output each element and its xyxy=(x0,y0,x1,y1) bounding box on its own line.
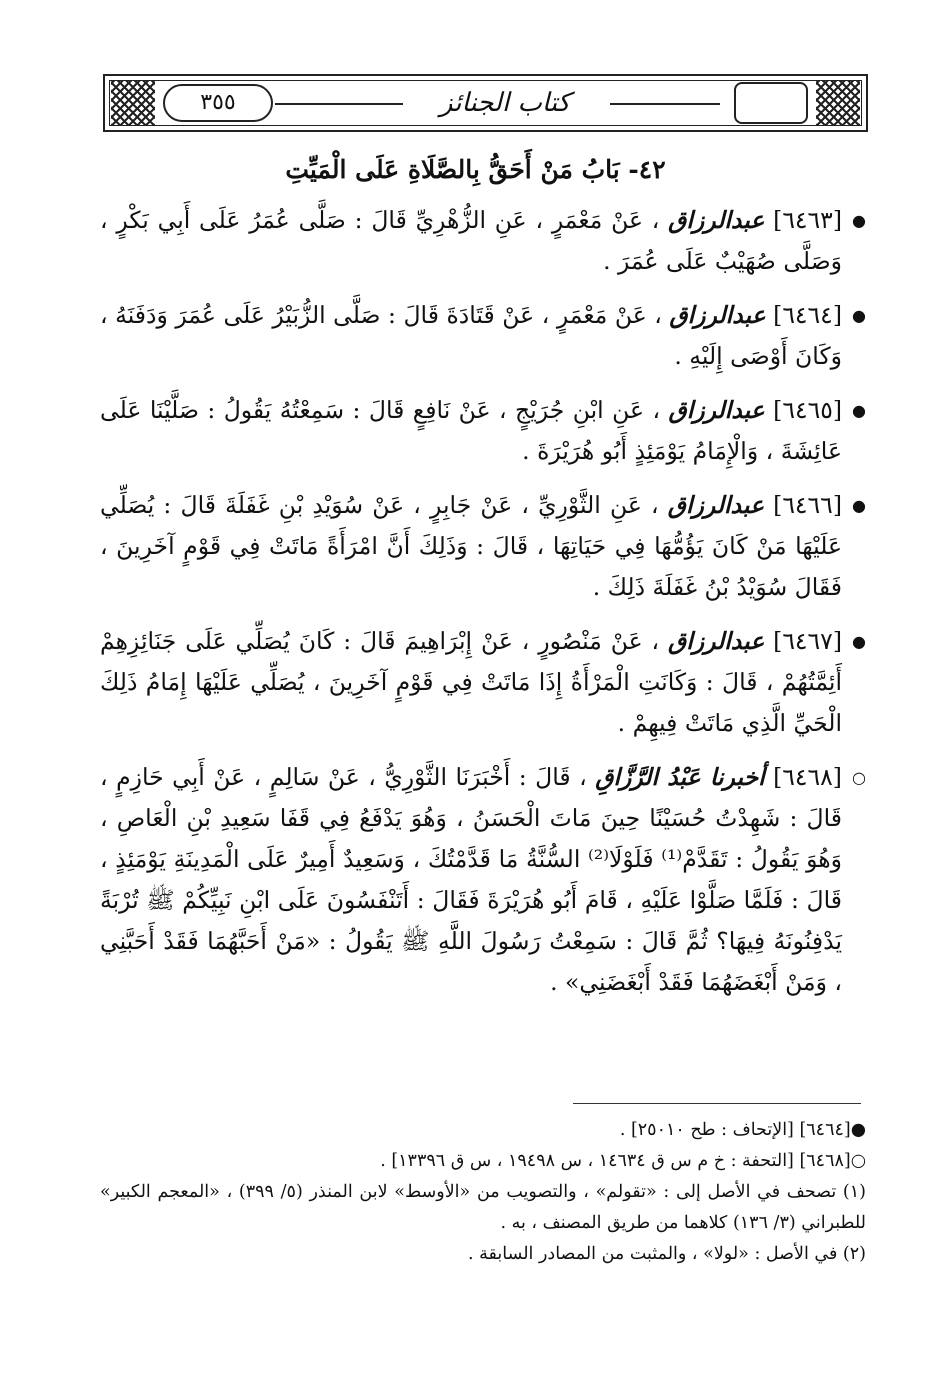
footnote-divider xyxy=(573,1103,861,1104)
main-text xyxy=(100,200,860,1016)
hadith-narrator: عبدالرزاق xyxy=(669,301,766,329)
hadith-6464 xyxy=(100,295,860,377)
header-rule-right xyxy=(610,103,720,105)
hadith-narrator: عبدالرزاق xyxy=(668,396,765,424)
hadith-6463 xyxy=(100,200,860,282)
hadith-narrator: عبدالرزاق xyxy=(667,491,764,519)
hadith-text: ، عَنْ مَعْمَرٍ ، عَنِ الزُّهْرِيِّ قَالَ : صَلَّى عُمَرُ عَلَى أَبِي بَكْرٍ ، وَصَلَّى صُهَيْبٌ عَلَى عُمَرَ . xyxy=(100,206,842,275)
page-header xyxy=(103,74,868,132)
hadith-narrator: عبدالرزاق xyxy=(668,206,765,234)
hadith-number: [٦٤٦٤] xyxy=(773,301,842,329)
footnote-1: (١) تصحف في الأصل إلى : «تقولم» ، والتصويب من «الأوسط» لابن المنذر (٥/ ٣٩٩) ، «المعجم الكبير» للطبراني (٣/ ١٣٦) كلاهما من طريق المصنف ، به . xyxy=(100,1182,866,1233)
hadith-text: ، عَنْ مَعْمَرٍ ، عَنْ قَتَادَةَ قَالَ : صَلَّى الزُّبَيْرُ عَلَى عُمَرَ وَدَفَنَهُ ، وَكَانَ أَوْصَى إِلَيْهِ . xyxy=(100,301,842,370)
hadith-text: ، عَنِ ابْنِ جُرَيْجٍ ، عَنْ نَافِعٍ قَالَ : سَمِعْتُهُ يَقُولُ : صَلَّيْنَا عَلَى عَائِشَةَ ، وَالْإِمَامُ يَوْمَئِذٍ أَبُو هُرَيْرَةَ . xyxy=(100,396,842,465)
hadith-number: [٦٤٦٨] xyxy=(773,763,842,791)
header-rule-left xyxy=(275,103,403,105)
hadith-text: ، عَنِ الثَّوْرِيِّ ، عَنْ جَابِرٍ ، عَنْ سُوَيْدِ بْنِ غَفَلَةَ قَالَ : يُصَلِّي عَلَيْهَا مَنْ كَانَ يَؤُمُّهَا فِي حَيَاتِهَا ، قَالَ : وَذَلِكَ أَنَّ امْرَأَةً مَاتَتْ فِي قَوْمٍ آخَرِينَ ، فَقَالَ سُوَيْدُ بْنُ غَفَلَةَ ذَلِكَ . xyxy=(100,491,842,601)
page-number: ٣٥٥ xyxy=(163,84,273,122)
header-ornament-left xyxy=(111,80,155,126)
hadith-number: [٦٤٦٥] xyxy=(773,396,842,424)
hadith-text: ، عَنْ مَنْصُورٍ ، عَنْ إِبْرَاهِيمَ قَالَ : كَانَ يُصَلِّي عَلَى جَنَائِزِهِمْ أَئِمَّتُهُمْ ، قَالَ : وَكَانَتِ الْمَرْأَةُ إِذَا مَاتَتْ فِي قَوْمٍ آخَرِينَ ، يُصَلِّي عَلَيْهَا إِمَامُ ذَلِكَ الْحَيِّ الَّذِي مَاتَتْ فِيهِمْ . xyxy=(100,627,842,737)
hadith-narrator: أخبرنا عَبْدُ الرَّزَّاقِ xyxy=(595,763,765,791)
hadith-6467 xyxy=(100,621,860,744)
hadith-number: [٦٤٦٣] xyxy=(773,206,842,234)
footnote-tuhfa: ○[٦٤٦٨] [التحفة : خ م س ق ١٤٦٣٤ ، س ١٩٤٩٨ ، س ق ١٣٣٩٦] . xyxy=(380,1151,866,1171)
header-ornament-right xyxy=(816,80,860,126)
hadith-6468 xyxy=(100,757,860,1003)
hadith-text: ، قَالَ : أَخْبَرَنَا الثَّوْرِيُّ ، عَنْ سَالِمٍ ، عَنْ أَبِي حَازِمٍ ، قَالَ : شَهِدْتُ حُسَيْنًا حِينَ مَاتَ الْحَسَنُ ، وَهُوَ يَدْفَعُ فِي قَفَا سَعِيدِ بْنِ الْعَاصِ ، وَهُوَ يَقُولُ : تَقَدَّمْ⁽¹⁾ فَلَوْلَا⁽²⁾ السُّنَّةُ مَا قَدَّمْتُكَ ، وَسَعِيدٌ أَمِيرٌ عَلَى الْمَدِينَةِ يَوْمَئِذٍ ، قَالَ : فَلَمَّا صَلَّوْا عَلَيْهِ ، قَامَ أَبُو هُرَيْرَةَ فَقَالَ : أَتَنْفَسُونَ عَلَى ابْنِ نَبِيِّكُمْ ﷺ تُرْبَةً يَدْفِنُونَهُ فِيهَا؟ ثُمَّ قَالَ : سَمِعْتُ رَسُولَ اللَّهِ ﷺ يَقُولُ : «مَنْ أَحَبَّهُمَا فَقَدْ أَحَبَّنِي ، وَمَنْ أَبْغَضَهُمَا فَقَدْ أَبْغَضَنِي» . xyxy=(100,763,842,996)
hadith-number: [٦٤٦٧] xyxy=(773,627,842,655)
footnote-ithaf: ●[٦٤٦٤] [الإتحاف : طح ٢٥٠١٠] . xyxy=(619,1120,866,1140)
chapter-title: ٤٢- بَابُ مَنْ أَحَقُّ بِالصَّلَاةِ عَلَى الْمَيِّتِ xyxy=(285,155,666,184)
hadith-number: [٦٤٦٦] xyxy=(773,491,842,519)
hadith-narrator: عبدالرزاق xyxy=(668,627,765,655)
hadith-6466 xyxy=(100,485,860,608)
book-title: كتاب الجنائز xyxy=(439,88,571,118)
footnote-2: (٢) في الأصل : «لولا» ، والمثبت من المصادر السابقة . xyxy=(468,1244,866,1264)
footnotes xyxy=(100,1115,866,1270)
hadith-6465 xyxy=(100,390,860,472)
book-emblem-logo xyxy=(734,82,808,124)
